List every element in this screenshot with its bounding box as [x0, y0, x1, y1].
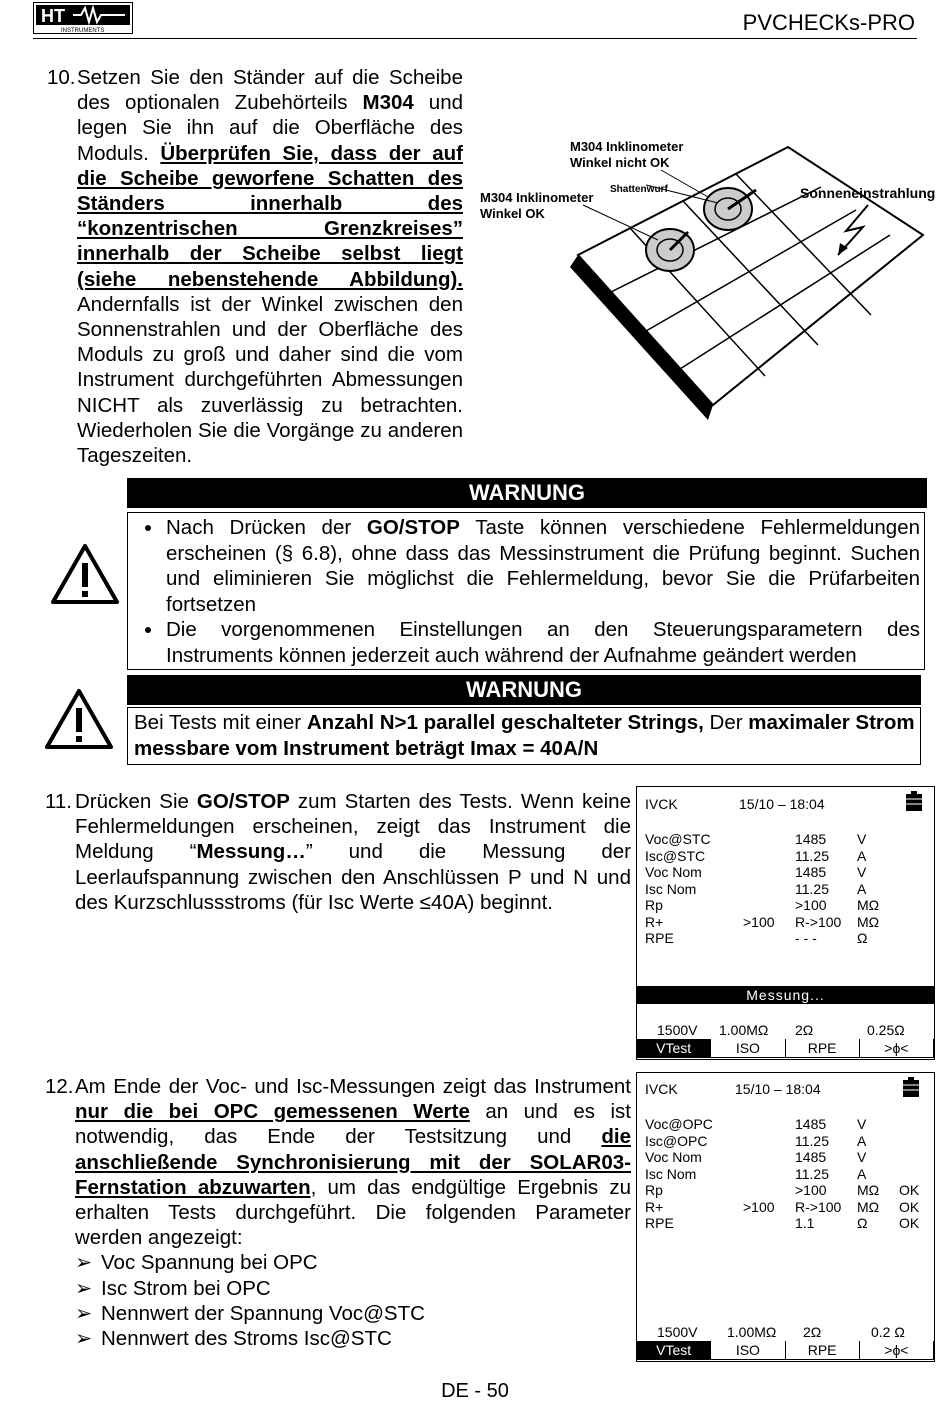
tab-3[interactable]: >ϕ< [860, 1039, 934, 1058]
parameter-value: 0.2 Ω [871, 1324, 905, 1340]
measurement-value: >100 [795, 1182, 827, 1198]
instrument-display [636, 1072, 935, 1362]
warning-item: • Die vorgenommenen Einstellungen an den Steuerungsparametern des Instruments können jederzeit auch während der Aufnahme geändert werden [164, 617, 920, 668]
label-sun: Sonneneinstrahlung [800, 185, 936, 201]
measurement-pre: >100 [743, 913, 775, 930]
display-mode: IVCK [645, 1081, 678, 1097]
status-message: Messung... [637, 986, 934, 1004]
parameter-value: 0.25Ω [867, 1022, 905, 1038]
ht-logo [33, 2, 133, 34]
measurement-value: - - - [795, 930, 817, 946]
step-underlined: Überprüfen Sie, dass der auf die Scheibe geworfene Schatten des Ständers innerhalb des “konzentrischen Grenzkreises” innerhalb der Scheibe selbst liegt (siehe nebenstehende Abbildung). [77, 141, 463, 291]
display-datetime: 15/10 – 18:04 [739, 796, 825, 812]
measurement-row [645, 1149, 925, 1165]
measurement-unit: V [857, 864, 867, 880]
svg-text:HT: HT [41, 6, 65, 26]
measurement-row [645, 930, 925, 946]
measurement-value: >100 [795, 897, 827, 913]
measurement-value: 11.25 [795, 847, 829, 864]
measurement-value: 11.25 [795, 1132, 829, 1149]
measurement-unit: V [857, 1116, 867, 1132]
measurement-label: Rp [645, 897, 663, 913]
tab-2[interactable]: RPE [786, 1039, 860, 1058]
tab-1[interactable]: ISO [711, 1039, 785, 1058]
measurement-unit: MΩ [857, 913, 880, 930]
measurement-row [645, 1182, 925, 1198]
measurement-value: 1485 [795, 1149, 827, 1165]
measurement-row [645, 881, 925, 897]
measurement-row [645, 914, 925, 930]
measurement-row [645, 848, 925, 864]
measurement-label: Isc Nom [645, 880, 697, 897]
function-tabs [637, 1341, 934, 1360]
measurement-row [645, 1116, 925, 1132]
measurement-label: Isc Nom [645, 1165, 697, 1182]
step-text: Andernfalls ist der Winkel zwischen den Sonnenstrahlen und der Oberfläche des Moduls zu groß und daher sind die vom Instrument durchgeführten Abmessungen NICHT als zuverlässig zu betrachten. Wiederholen Sie die Vorgänge zu anderen Tageszeiten. [77, 292, 463, 468]
measurement-unit: A [857, 1165, 867, 1182]
parameter-value: 1.00MΩ [719, 1022, 769, 1038]
step-11: 11. Drücken Sie GO/STOP zum Starten des Tests. Wenn keine Fehlermeldungen erscheinen, zeigt das Instrument die Meldung “Messung…” und die Messung der Leerlaufspannung zwischen den Anschlüssen P und N und des Kurzschlussstroms (für Isc Werte ≤40A) beginnt. [45, 790, 631, 914]
measurement-label: Isc@OPC [645, 1132, 708, 1149]
page-number: DE - 50 [441, 1380, 509, 1402]
measurement-unit: MΩ [857, 1182, 880, 1198]
measurement-value: 1.1 [795, 1215, 815, 1231]
label-not-ok: M304 Inklinometer Winkel nicht OK [570, 139, 684, 170]
parameter-value: 1500V [657, 1324, 698, 1340]
label-shadow: Shattenwurf [610, 184, 668, 195]
measurement-label: Voc@STC [645, 831, 711, 847]
warning-triangle-icon [50, 543, 120, 610]
measurement-status: OK [899, 1215, 920, 1231]
measurement-unit: A [857, 847, 867, 864]
measurement-value: R->100 [795, 1198, 842, 1215]
measurement-unit: V [857, 831, 867, 847]
measurement-value: R->100 [795, 913, 842, 930]
display-mode: IVCK [645, 796, 678, 812]
list-item: ➢ Voc Spannung bei OPC [75, 1250, 631, 1275]
tab-0[interactable]: VTest [637, 1341, 711, 1360]
instrument-display [636, 786, 935, 1060]
step-10 [47, 65, 463, 468]
measurement-label: Isc@STC [645, 847, 706, 864]
step-text: Setzen Sie den Ständer auf die Scheibe des optionalen Zubehörteils [77, 66, 463, 115]
svg-text:INSTRUMENTS: INSTRUMENTS [61, 28, 105, 34]
measurement-label: Rp [645, 1182, 663, 1198]
measurement-status: OK [899, 1198, 920, 1215]
parameter-list [75, 1250, 631, 1351]
warning-banner: WARNUNG [127, 478, 927, 508]
list-item: ➢ Isc Strom bei OPC [75, 1276, 631, 1301]
parameter-values [637, 1324, 934, 1340]
warning-triangle-icon [44, 688, 114, 755]
warning-box: Bei Tests mit einer Anzahl N>1 parallel geschalteter Strings, Der maximaler Strom messbare vom Instrument beträgt Imax = 40A/N [127, 707, 921, 765]
list-item: ➢ Nennwert der Spannung Voc@STC [75, 1301, 631, 1326]
measurement-unit: Ω [857, 930, 868, 946]
measurement-pre: >100 [743, 1198, 775, 1215]
measurement-row [645, 1133, 925, 1149]
measurement-value: 1485 [795, 831, 827, 847]
measurement-value: 11.25 [795, 880, 829, 897]
display-datetime: 15/10 – 18:04 [735, 1081, 821, 1097]
measurement-unit: A [857, 880, 867, 897]
measurement-label: RPE [645, 1215, 674, 1231]
measurement-unit: V [857, 1149, 867, 1165]
measurement-row [645, 1166, 925, 1182]
measurement-row [645, 897, 925, 913]
tab-3[interactable]: >ϕ< [860, 1341, 934, 1360]
measurement-label: R+ [645, 913, 664, 930]
measurement-label: Voc Nom [645, 1149, 702, 1165]
label-ok: M304 Inklinometer Winkel OK [480, 190, 594, 221]
measurement-unit: MΩ [857, 1198, 880, 1215]
measurement-label: Voc Nom [645, 864, 702, 880]
parameter-value: 2Ω [803, 1324, 822, 1340]
list-item: ➢ Nennwert des Stroms Isc@STC [75, 1326, 631, 1351]
measurement-row [645, 831, 925, 847]
warning-box [127, 512, 925, 670]
step-12: 12. Am Ende der Voc- und Isc-Messungen zeigt das Instrument nur die bei OPC gemessenen Werte an und es ist notwendig, das Ende der Testsitzung und die anschließende Synchronisierung mit der SOLAR03-Fernstation abzuwarten, um das endgültige Ergebnis zu erhalten Tests durchgeführt. Die folgenden Parameter werden angezeigt: ➢ Voc Spannung bei OPC ➢ Isc Strom bei OPC ➢ Nennwert der Spannung Voc@STC ➢ Nennwert des Stroms Isc@STC [75, 1074, 631, 1351]
measurement-unit: Ω [857, 1215, 868, 1231]
measurement-row [645, 1199, 925, 1215]
inclinometer-figure [478, 135, 936, 420]
measurement-unit: A [857, 1132, 867, 1149]
measurement-row [645, 864, 925, 880]
step-number: 10. [47, 66, 76, 89]
measurement-unit: MΩ [857, 897, 880, 913]
measurement-label: Voc@OPC [645, 1116, 713, 1132]
measurement-value: 11.25 [795, 1165, 829, 1182]
measurement-label: RPE [645, 930, 674, 946]
warning-item: • Nach Drücken der GO/STOP Taste können verschiedene Fehlermeldungen erscheinen (§ 6.8), ohne dass das Messinstrument die Prüfung beginnt. Suchen und eliminieren Sie möglichst die Fehlermeldung, bevor Sie die Prüfarbeiten fortsetzen [164, 515, 920, 617]
parameter-value: 1.00MΩ [727, 1324, 777, 1340]
parameter-values [637, 1022, 934, 1038]
measurement-value: 1485 [795, 1116, 827, 1132]
measurement-row [645, 1215, 925, 1231]
function-tabs [637, 1039, 934, 1058]
measurement-status: OK [899, 1182, 920, 1198]
parameter-value: 1500V [657, 1022, 698, 1038]
header-divider [33, 38, 917, 39]
step-number: 12. [45, 1075, 74, 1098]
measurement-label: R+ [645, 1198, 664, 1215]
step-text: und legen Sie ihn auf die Oberfläche des Moduls. [77, 91, 463, 165]
tab-1[interactable]: ISO [711, 1341, 785, 1360]
parameter-value: 2Ω [795, 1022, 814, 1038]
tab-2[interactable]: RPE [786, 1341, 860, 1360]
step-bold: M304 [362, 91, 414, 115]
measurement-value: 1485 [795, 864, 827, 880]
battery-icon [905, 791, 923, 814]
step-number: 11. [45, 790, 72, 813]
battery-icon [902, 1077, 920, 1100]
document-title: PVCHECKs-PRO [742, 10, 915, 35]
tab-0[interactable]: VTest [637, 1039, 711, 1058]
warning-banner: WARNUNG [127, 675, 921, 705]
